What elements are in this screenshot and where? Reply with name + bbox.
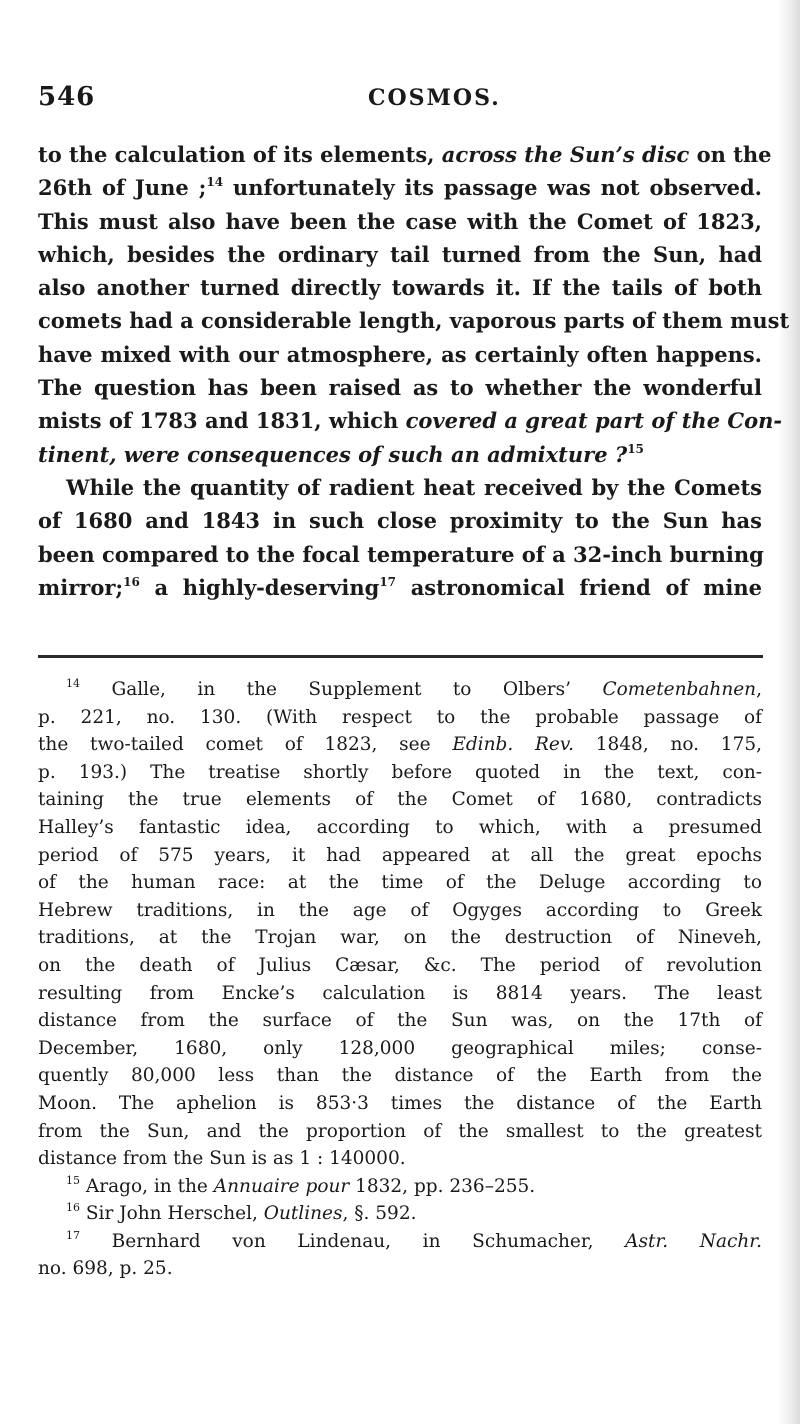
footnote-marker: 16 — [123, 574, 140, 589]
text-line — [38, 1007, 762, 1035]
text-line — [38, 1145, 762, 1173]
footnote-divider — [38, 655, 763, 658]
footnote-marker: 14 — [206, 175, 224, 190]
text-run: Hebrew traditions, in the age of Ogyges according to Greek — [38, 899, 762, 921]
italic-text: across the Sun’s disc — [441, 142, 690, 167]
text-line — [38, 271, 762, 304]
text-run: Sir John Herschel, — [80, 1203, 264, 1225]
text-run: from the Sun, and the proportion of the smallest to the greatest — [38, 1120, 762, 1142]
text-line — [38, 952, 762, 980]
footnote-15 — [38, 1173, 762, 1201]
italic-text: Cometenbahnen — [602, 679, 757, 700]
text-run: no. 698, p. 25. — [38, 1258, 173, 1280]
text-line — [38, 438, 762, 471]
page-number: 546 — [38, 82, 96, 112]
text-run: 1848, no. 175, — [573, 734, 762, 756]
text-run: , §. 592. — [342, 1203, 417, 1225]
text-line — [38, 338, 762, 371]
running-head: COSMOS. — [368, 85, 501, 111]
page-edge-shadow — [778, 0, 800, 1424]
text-run: p. 221, no. 130. (With respect to the probable passage of — [38, 706, 762, 728]
text-run: mirror; — [38, 574, 124, 600]
text-run: , — [756, 679, 762, 700]
footnote-16 — [38, 1200, 762, 1228]
text-run: taining the true elements of the Comet of 1680, contradicts — [38, 789, 762, 811]
text-line — [38, 404, 783, 437]
text-line — [38, 205, 762, 238]
text-run: This must also have been the case with the Comet of 1823, — [38, 208, 762, 234]
text-run: While the quantity of radient heat received by the Comets — [66, 474, 762, 500]
italic-text: covered a great part of the Con- — [405, 408, 783, 434]
footnote-marker: 16 — [66, 1201, 80, 1215]
text-run: also another turned directly towards it. If the tails of both — [38, 275, 762, 301]
text-line — [38, 1035, 762, 1063]
footnote-marker: 15 — [66, 1173, 80, 1187]
page-header — [38, 82, 762, 122]
text-run: resulting from Encke’s calculation is 8814 years. The least — [38, 982, 762, 1004]
text-run: The question has been raised as to whether the wonderful — [38, 375, 762, 401]
text-line — [38, 869, 762, 897]
main-text — [38, 138, 790, 604]
text-run: 26th of June ; — [38, 175, 207, 201]
text-run: distance from the Sun is as 1 : 140000. — [38, 1148, 406, 1170]
text-line — [38, 238, 762, 271]
text-run: have mixed with our atmosphere, as certainly often happens. — [38, 341, 762, 367]
text-line — [38, 980, 762, 1008]
text-line — [38, 1200, 762, 1228]
text-run: Galle, in the Supplement to Olbers’ — [80, 679, 603, 700]
text-run: period of 575 years, it had appeared at all the great epochs — [38, 844, 762, 866]
footnotes — [38, 676, 762, 1283]
text-line — [38, 897, 762, 925]
text-run: quently 80,000 less than the distance of the Earth from the — [38, 1065, 762, 1087]
text-run: p. 193.) The treatise shortly before quoted in the text, con- — [38, 761, 762, 783]
text-line — [38, 842, 762, 870]
text-line — [38, 571, 762, 604]
italic-text: Annuaire pour — [213, 1175, 350, 1197]
text-run: on the death of Julius Cæsar, &c. The period of revolution — [38, 954, 762, 976]
text-run: on the — [689, 142, 772, 167]
text-line — [38, 1090, 762, 1118]
text-run: distance from the surface of the Sun was, on the 17th of — [38, 1010, 762, 1032]
text-run: the two-tailed comet of 1823, see — [38, 734, 453, 756]
footnote-marker: 17 — [66, 1228, 80, 1242]
text-line — [38, 471, 762, 504]
footnote-marker: 14 — [66, 677, 80, 690]
text-run: Bernhard von Lindenau, in Schumacher, — [80, 1230, 626, 1252]
text-run: December, 1680, only 128,000 geographical miles; conse- — [38, 1037, 762, 1059]
text-run: a highly-deserving — [139, 574, 380, 600]
text-line — [38, 504, 762, 537]
text-run: Arago, in the — [80, 1175, 214, 1197]
text-line — [38, 171, 762, 204]
text-line — [38, 1062, 762, 1090]
italic-text: Astr. Nachr. — [625, 1230, 762, 1252]
text-line — [38, 704, 762, 732]
text-line — [38, 731, 762, 759]
italic-text: Outlines — [263, 1203, 343, 1225]
text-run: traditions, at the Trojan war, on the destruction of Nineveh, — [38, 927, 762, 949]
text-run: been compared to the focal temperature of a 32-inch burning — [38, 541, 764, 567]
text-line — [38, 924, 762, 952]
text-run: to the calculation of its elements, — [38, 142, 442, 167]
text-line — [38, 814, 762, 842]
footnote-marker: 15 — [627, 441, 644, 456]
text-line — [38, 1118, 762, 1146]
text-line — [38, 138, 772, 171]
text-run: Moon. The aphelion is 853·3 times the distance of the Earth — [38, 1092, 762, 1114]
text-line — [38, 371, 762, 404]
text-run: of the human race: at the time of the Deluge according to — [38, 872, 762, 894]
text-line — [38, 786, 762, 814]
text-line — [38, 1228, 762, 1256]
footnote-17 — [38, 1228, 762, 1283]
text-line — [38, 759, 762, 787]
italic-text: tinent, were consequences of such an admixture ? — [38, 441, 628, 467]
text-line — [38, 304, 790, 337]
text-run: of 1680 and 1843 in such close proximity to the Sun has — [38, 508, 762, 534]
text-run: astronomical friend of mine — [396, 574, 763, 600]
text-line — [38, 538, 762, 571]
italic-text: Edinb. Rev. — [452, 734, 574, 756]
text-run: comets had a considerable length, vaporous parts of them must — [38, 308, 790, 334]
text-run: 1832, pp. 236–255. — [349, 1175, 536, 1197]
text-run: unfortunately its passage was not observed. — [223, 175, 762, 201]
text-line — [38, 1173, 762, 1201]
text-run: Halley’s fantastic idea, according to which, with a presumed — [38, 816, 762, 838]
text-run: which, besides the ordinary tail turned from the Sun, had — [38, 241, 762, 267]
text-line — [38, 1255, 762, 1283]
footnote-14 — [38, 676, 762, 1173]
text-run: mists of 1783 and 1831, which — [38, 408, 406, 434]
footnote-marker: 17 — [379, 574, 397, 589]
text-line — [38, 676, 762, 704]
